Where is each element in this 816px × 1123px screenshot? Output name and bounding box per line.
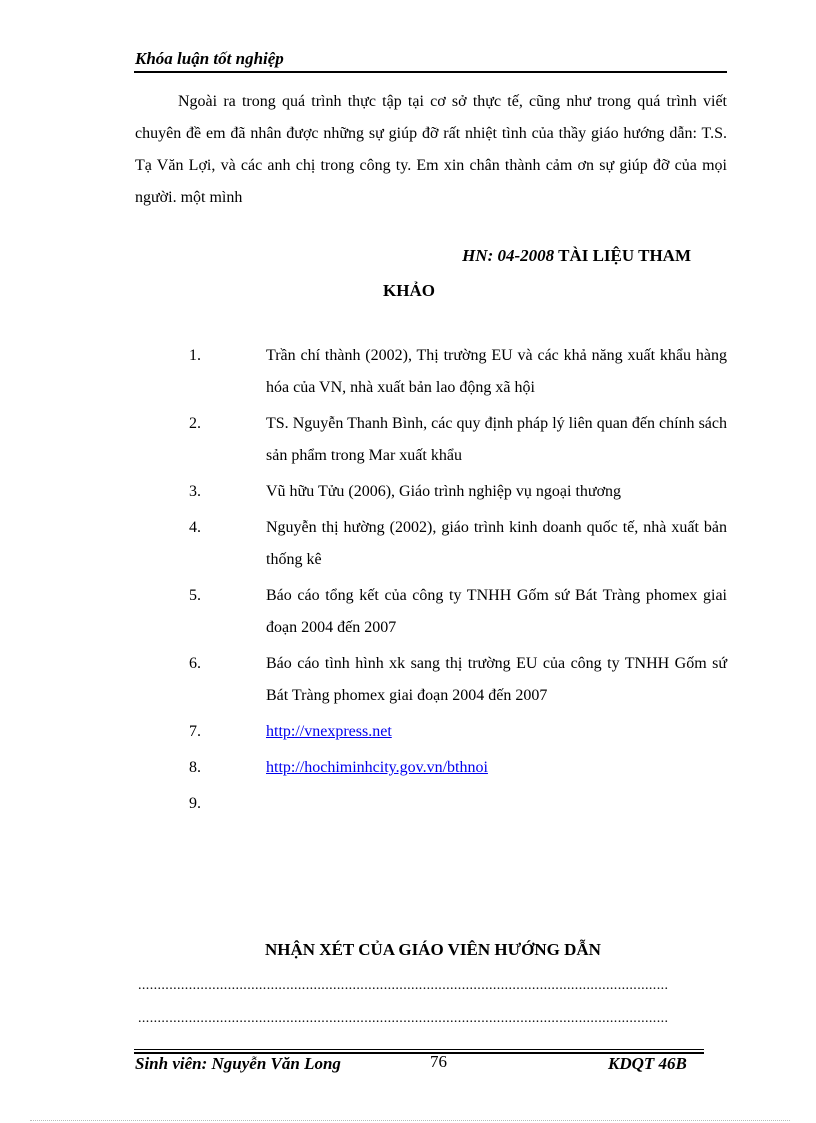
reference-number: 4.	[189, 519, 201, 536]
reference-text: Báo cáo tình hình xk sang thị trường EU của công ty TNHH Gốm sứ Bát Tràng phomex giai đoạn 2004 đến 2007	[266, 655, 727, 704]
references-list	[135, 340, 727, 824]
page-number: 76	[430, 1052, 447, 1071]
reference-number: 8.	[189, 759, 201, 776]
remarks-title: NHẬN XÉT CỦA GIÁO VIÊN HƯỚNG DẪN	[265, 940, 601, 959]
remarks-dotted-line: ........................................................................................................................................	[138, 1011, 669, 1026]
reference-number: 6.	[189, 655, 201, 672]
reference-item	[135, 788, 727, 820]
running-header-title: Khóa luận tốt nghiệp	[135, 49, 284, 68]
page-edge	[30, 1120, 790, 1121]
reference-number: 5.	[189, 587, 201, 604]
reference-item	[135, 752, 727, 784]
reference-item	[135, 580, 727, 644]
reference-item	[135, 408, 727, 472]
reference-number: 2.	[189, 415, 201, 432]
footer-class-code: KDQT 46B	[608, 1054, 687, 1073]
reference-text: Báo cáo tổng kết của công ty TNHH Gốm sứ Bát Tràng phomex giai đoạn 2004 đến 2007	[266, 587, 727, 636]
reference-text: TS. Nguyễn Thanh Bình, các quy định pháp lý liên quan đến chính sách sản phẩm trong Mar xuất khẩu	[266, 415, 727, 464]
intro-paragraph: Ngoài ra trong quá trình thực tập tại cơ sở thực tế, cũng như trong quá trình viết chuyên đề em đã nhân được những sự giúp đỡ rất nhiệt tình của thầy giáo hướng dẫn: T.S. Tạ Văn Lợi, và các anh chị trong công ty. Em xin chân thành cảm ơn sự giúp đỡ của mọi người. một mình	[135, 93, 727, 206]
heading-title-part2: KHẢO	[383, 281, 435, 300]
heading-title-part1: TÀI LIỆU THAM	[558, 246, 691, 265]
reference-number: 1.	[189, 347, 201, 364]
footer-rule	[134, 1049, 704, 1050]
reference-item	[135, 512, 727, 576]
header-rule	[134, 71, 727, 73]
reference-link-wrapper	[266, 752, 727, 784]
reference-item	[135, 716, 727, 748]
reference-number: 3.	[189, 483, 201, 500]
reference-link-wrapper	[266, 716, 727, 748]
reference-text: Nguyễn thị hường (2002), giáo trình kinh doanh quốc tế, nhà xuất bản thống kê	[266, 519, 727, 568]
reference-item	[135, 476, 727, 508]
reference-text	[266, 788, 727, 820]
reference-text: Trần chí thành (2002), Thị trường EU và các khả năng xuất khẩu hàng hóa của VN, nhà xuất bản lao động xã hội	[266, 347, 727, 396]
reference-number: 9.	[189, 795, 201, 812]
reference-text: Vũ hữu Tửu (2006), Giáo trình nghiệp vụ ngoại thương	[266, 483, 622, 500]
references-heading	[135, 246, 691, 266]
remarks-dotted-line: ........................................................................................................................................	[138, 978, 669, 993]
hochiminhcity-link[interactable]: http://hochiminhcity.gov.vn/bthnoi	[266, 759, 488, 776]
vnexpress-link[interactable]: http://vnexpress.net	[266, 723, 392, 740]
heading-date: HN: 04-2008	[462, 246, 555, 265]
reference-item	[135, 340, 727, 404]
footer-student-name: Sinh viên: Nguyễn Văn Long	[135, 1054, 341, 1073]
reference-number: 7.	[189, 723, 201, 740]
reference-item	[135, 648, 727, 712]
